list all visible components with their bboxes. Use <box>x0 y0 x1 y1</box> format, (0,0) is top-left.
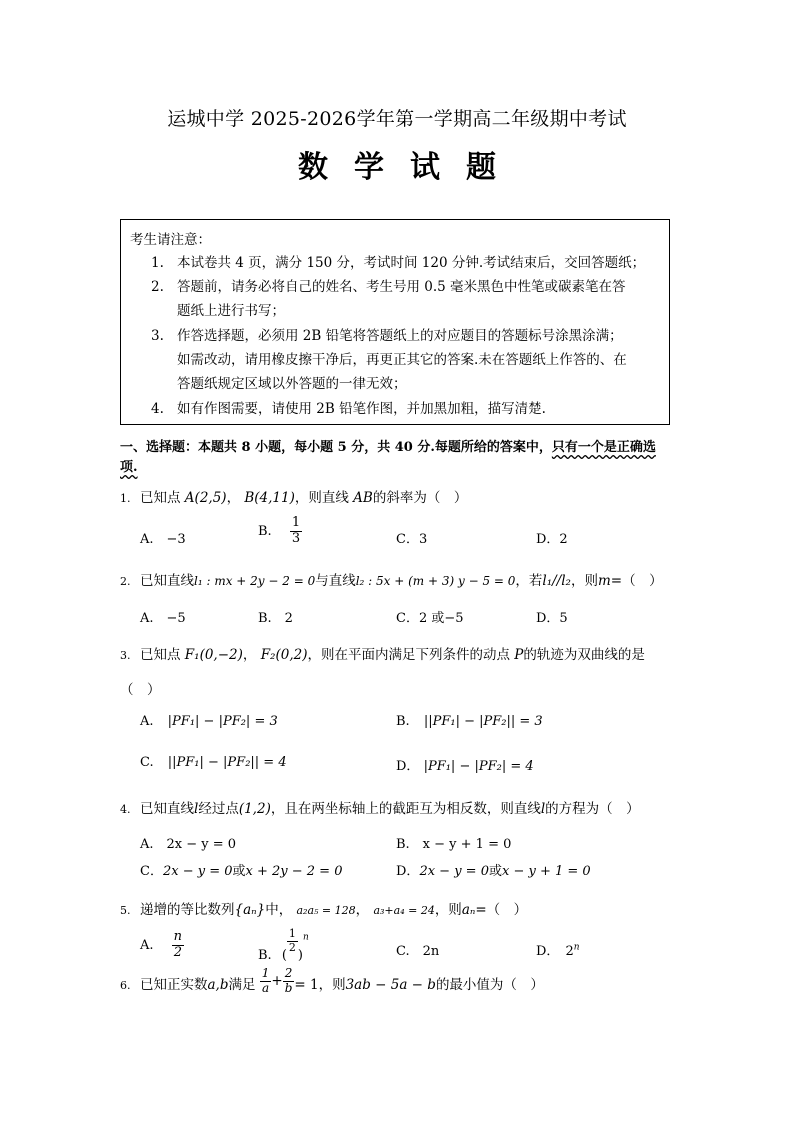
question-4: 4. 已知直线l经过点(1,2)，且在两坐标轴上的截距互为相反数，则直线l的方程为（ ） <box>120 801 640 817</box>
notice-item-4: 4. 如有作图需要，请使用 2B 铅笔作图，并加黑加粗，描写清楚. <box>151 401 546 417</box>
q3-option-c[interactable]: C. ||PF₁| − |PF₂|| = 4 <box>140 755 287 770</box>
q6-fraction-2: $\frac{2}{b}$ <box>284 966 293 995</box>
q1-option-d[interactable]: D．2 <box>536 532 568 547</box>
q5-b-fraction: $\frac{1}{2}$ <box>288 927 296 954</box>
notice-item-2-line-2: 题纸上进行书写； <box>177 303 285 319</box>
q2-option-a[interactable]: A. −5 <box>140 611 186 626</box>
q2-option-c[interactable]: C．2 或−5 <box>396 611 464 626</box>
subject-title: 数学试题 <box>298 150 522 185</box>
notice-heading: 考生请注意： <box>130 232 211 248</box>
notice-item-3-line-3: 答题纸规定区域以外答题的一律无效； <box>177 376 407 392</box>
q1-option-a[interactable]: A. −3 <box>140 532 186 547</box>
q3-option-d[interactable]: D． |PF₁| − |PF₂| = 4 <box>396 759 534 774</box>
notice-item-3-line-2: 如需改动，请用橡皮擦干净后，再更正其它的答案.未在答题纸上作答的、在 <box>177 352 627 368</box>
section-1-heading-cont: 项. <box>120 460 138 475</box>
question-5: 5. 递增的等比数列{aₙ}中， a₂a₅ = 128， a₃+a₄ = 24，则aₙ=（ ） <box>120 902 528 918</box>
question-6: 6. 已知正实数a,b满足 $\frac{1}{a}$ + $\frac{2}{b}$ = 1，则3ab − 5a − b的最小值为（ ） <box>120 966 544 995</box>
section-1-heading: 一、选择题：本题共 8 小题，每小题 5 分，共 40 分.每题所给的答案中，只有一个是正确选 <box>120 440 656 455</box>
q3-answer-paren: （ ） <box>120 682 161 698</box>
q4-option-b[interactable]: B. x − y + 1 = 0 <box>396 837 512 852</box>
question-3: 3. 已知点 F₁(0,−2)， F₂(0,2)，则在平面内满足下列条件的动点 P的轨迹为双曲线的是 <box>120 647 645 663</box>
q3-option-a[interactable]: A. |PF₁| − |PF₂| = 3 <box>140 714 278 729</box>
q5-option-d[interactable]: D． 2$^n$ <box>536 942 580 959</box>
q2-option-d[interactable]: D．5 <box>536 611 568 626</box>
q5-option-b[interactable]: B. ( $\frac{1}{2}$ )$^n$ <box>258 927 309 963</box>
notice-item-3: 3. 作答选择题，必须用 2B 铅笔将答题纸上的对应题目的答题标号涂黑涂满； <box>151 328 623 344</box>
q1-b-fraction: $\frac{1}{3}$ <box>291 515 301 546</box>
q6-fraction-1: $\frac{1}{a}$ <box>261 966 270 995</box>
notice-item-2: 2. 答题前，请务必将自己的姓名、考生号用 0.5 毫米黑色中性笔或碳素笔在答 <box>151 279 626 295</box>
question-1: 1. 已知点 A(2,5)， B(4,11)，则直线 AB的斜率为（ ） <box>120 490 468 506</box>
q1-option-c[interactable]: C．3 <box>396 532 428 547</box>
q5-option-c[interactable]: C. 2n <box>396 944 440 959</box>
q5-option-a[interactable]: A. $\frac{n}{2}$ <box>140 929 183 960</box>
school-exam-title: 运城中学 2025-2026学年第一学期高二年级期中考试 <box>167 108 627 130</box>
q3-option-b[interactable]: B. ||PF₁| − |PF₂|| = 3 <box>396 714 543 729</box>
q2-option-b[interactable]: B. 2 <box>258 611 293 626</box>
question-2: 2. 已知直线l₁ : mx + 2y − 2 = 0与直线l₂ : 5x + (m + 3) y − 5 = 0，若l₁//l₂，则m=（ ） <box>120 573 663 589</box>
notice-box <box>120 219 670 425</box>
q4-option-c[interactable]: C．2x − y = 0或x + 2y − 2 = 0 <box>140 864 343 879</box>
q4-option-a[interactable]: A. 2x − y = 0 <box>140 837 237 852</box>
q1-option-b[interactable]: B. $\frac{1}{3}$ <box>258 515 301 546</box>
notice-item-1: 1. 本试卷共 4 页，满分 150 分，考试时间 120 分钟.考试结束后，交回答题纸； <box>151 255 646 271</box>
q4-option-d[interactable]: D．2x − y = 0或x − y + 1 = 0 <box>396 864 591 879</box>
q5-a-fraction: $\frac{n}{2}$ <box>173 929 183 960</box>
